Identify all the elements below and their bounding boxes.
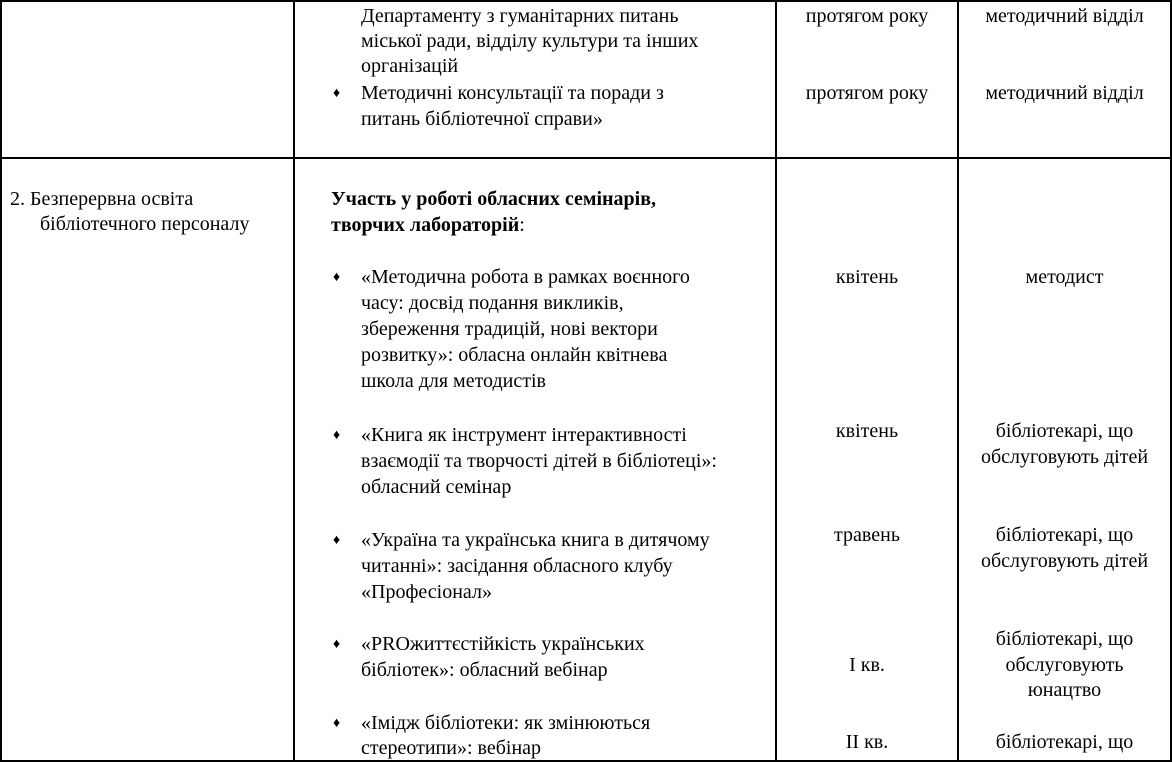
responsible-text: обслуговують [1005,654,1124,676]
responsible-text: методист [1025,266,1104,288]
table-top-border [1,0,1171,2]
responsible-text: бібліотекарі, що [995,628,1134,650]
diamond-bullet-icon: ♦ [333,86,341,101]
term-text: I кв. [849,654,885,676]
diamond-bullet-icon: ♦ [333,428,341,443]
activity-text: Департаменту з гуманітарних питань [361,5,679,27]
term-text: квітень [835,266,899,288]
table-bottom-border [1,760,1171,762]
activity-text: «Книга як інструмент інтерактивності [361,424,687,446]
responsible-text: юнацтво [1027,679,1102,701]
responsible-text: обслуговують дітей [980,446,1149,468]
column-divider [775,0,777,762]
area-title: бібліотечного персоналу [40,213,250,235]
activity-text: часу: досвід подання викликів, [361,292,624,314]
section-heading-colon: : [519,214,525,236]
responsible-text: обслуговують дітей [980,550,1149,572]
responsible-text: бібліотекарі, що [995,420,1134,442]
activity-text: Методичні консультації та поради з [361,82,664,104]
section-heading: Участь у роботі обласних семінарів, [331,188,657,210]
activity-text: питань бібліотечної справи» [361,108,603,130]
activity-text: «Україна та українська книга в дитячому [361,529,710,551]
diamond-bullet-icon: ♦ [333,637,341,652]
responsible-text: бібліотекарі, що [995,524,1134,546]
term-text: травень [834,524,900,546]
section-heading [331,213,525,238]
activity-text: організацій [361,55,459,77]
activity-text: міської ради, відділу культури та інших [361,30,699,52]
diamond-bullet-icon: ♦ [333,270,341,285]
activity-text: розвитку»: обласна онлайн квітнева [361,344,668,366]
column-divider [293,0,295,762]
row-divider [1,157,1171,159]
term-text: протягом року [805,5,929,27]
activity-text: школа для методистів [361,370,546,392]
activity-text: збереження традицій, нові вектори [361,318,658,340]
activity-text: стереотипи»: вебінар [361,737,542,759]
activity-text: бібліотек»: обласний вебінар [361,659,608,681]
term-text: II кв. [845,731,889,753]
term-text: квітень [835,420,899,442]
responsible-text: методичний відділ [985,82,1144,104]
table-left-border [0,0,2,762]
responsible-text: методичний відділ [985,5,1144,27]
activity-text: «Методична робота в рамках воєнного [361,266,690,288]
activity-text: взаємодії та творчості дітей в бібліотеці»: [361,450,717,472]
activity-text: «Професіонал» [361,581,492,603]
section-heading-text: творчих лабораторій [331,214,520,236]
activity-text: «PROжиттєстійкість українських [361,633,645,655]
activity-text: читанні»: засідання обласного клубу [361,555,673,577]
diamond-bullet-icon: ♦ [333,533,341,548]
table-right-border [1170,0,1172,762]
diamond-bullet-icon: ♦ [333,716,341,731]
area-title: 2. Безперервна освіта [10,188,194,210]
term-text: протягом року [805,82,929,104]
responsible-text: бібліотекарі, що [995,731,1134,753]
activity-text: обласний семінар [361,476,512,498]
activity-text: «Імідж бібліотеки: як змінюються [361,712,651,734]
